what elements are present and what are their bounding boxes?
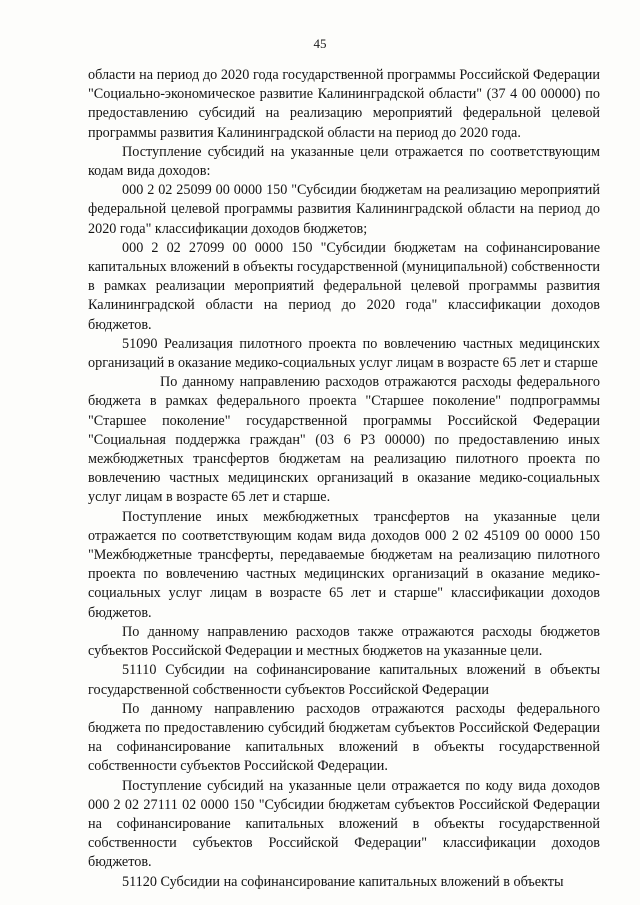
paragraph-code-27099: 000 2 02 27099 00 0000 150 "Субсидии бюджетам на софинансирование капитальных вложений в объекты государственной (муниципальной) собственности в рамках реализации мероприятий федеральной целевой программы развития Калининградской области на период до 2020 года" классификации доходов бюджетов.	[88, 239, 600, 333]
paragraph-51110-description: По данному направлению расходов отражаются расходы федерального бюджета по предоставлению субсидий бюджетам субъектов Российской Федерации на софинансирование капитальных вложений в объекты государственной собственности субъектов Российской Федерации.	[88, 700, 600, 775]
paragraph-51090-description: По данному направлению расходов отражаются расходы федерального бюджета в рамках федерального проекта "Старшее поколение" подпрограммы "Старшее поколение" государственной программы Российской Федерации "Социальная поддержка граждан" (03 6 Р3 00000) по предоставлению иных межбюджетных трансфертов бюджетам на реализацию пилотного проекта по вовлечению частных медицинских организаций в оказание медико-социальных услуг лицам в возрасте 65 лет и старше.	[88, 374, 600, 506]
paragraph-51110-income: Поступление субсидий на указанные цели отражается по коду вида доходов 000 2 02 27111 02 0000 150 "Субсидии бюджетам субъектов Российской Федерации на софинансирование капитальных вложений в объекты государственной собственности субъектов Российской Федерации" классификации доходов бюджетов.	[88, 777, 600, 871]
page-number: 45	[313, 36, 327, 51]
section-heading-51110: 51110 Субсидии на софинансирование капитальных вложений в объекты государственной собственности субъектов Российской Федерации	[88, 662, 600, 698]
paragraph-code-25099: 000 2 02 25099 00 0000 150 "Субсидии бюджетам на реализацию мероприятий федеральной целевой программы развития Калининградской области на период до 2020 года" классификации доходов бюджетов;	[88, 182, 600, 237]
paragraph-income-receipt: Поступление субсидий на указанные цели отражается по соответствующим кодам вида доходов:	[88, 143, 600, 180]
paragraph-continuation: области на период до 2020 года государственной программы Российской Федерации "Социально-экономическое развитие Калининградской области" (37 4 00 00000) по предоставлению субсидий на реализацию мероприятий федеральной целевой программы развития Калининградской области на период до 2020 года.	[88, 67, 600, 141]
section-heading-51120: 51120 Субсидии на софинансирование капитальных вложений в объекты	[122, 873, 564, 890]
paragraph-51090-income: Поступление иных межбюджетных трансфертов на указанные цели отражается по соответствующим кодам вида доходов 000 2 02 45109 00 0000 150 "Межбюджетные трансферты, передаваемые бюджетам на реализацию пилотного проекта по вовлечению частных медицинских организаций в оказание медико-социальных услуг лицам в возрасте 65 лет и старше" классификации доходов бюджетов.	[88, 508, 600, 621]
paragraph-51090-regional: По данному направлению расходов также отражаются расходы бюджетов субъектов Российской Федерации и местных бюджетов на указанные цели.	[88, 623, 600, 660]
document-body	[88, 66, 600, 892]
section-heading-51090: 51090 Реализация пилотного проекта по вовлечению частных медицинских организаций в оказание медико-социальных услуг лицам в возрасте 65 лет и старше	[88, 335, 600, 372]
